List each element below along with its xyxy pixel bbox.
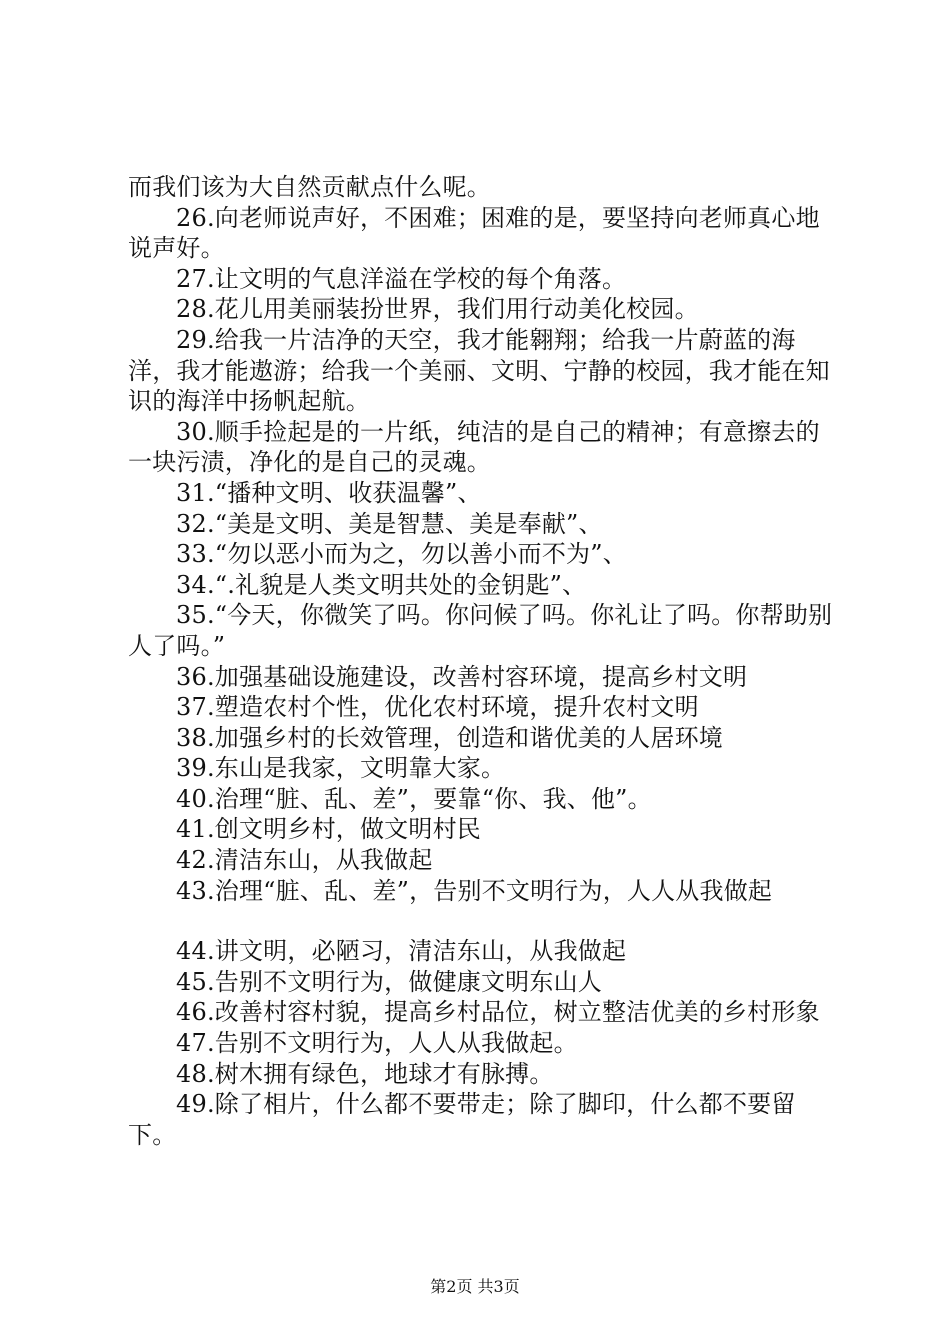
document-body xyxy=(128,172,834,1150)
list-item: 38.加强乡村的长效管理，创造和谐优美的人居环境 xyxy=(176,723,723,752)
list-item: 27.让文明的气息洋溢在学校的每个角落。 xyxy=(176,264,627,293)
list-item: 28.花儿用美丽装扮世界，我们用行动美化校园。 xyxy=(176,295,699,324)
list-item: 42.清洁东山，从我做起 xyxy=(176,846,433,875)
list-item: 47.告别不文明行为，人人从我做起。 xyxy=(176,1029,578,1058)
list-item: 34.“.礼貌是人类文明共处的金钥匙”、 xyxy=(176,570,587,599)
list-item: 35.“今天，你微笑了吗。你问候了吗。你礼让了吗。你帮助别人了吗。” xyxy=(128,601,833,660)
list-item: 48.树木拥有绿色，地球才有脉搏。 xyxy=(176,1059,554,1088)
list-item: 32.“美是文明、美是智慧、美是奉献”、 xyxy=(176,509,603,538)
paragraph: 而我们该为大自然贡献点什么呢。 xyxy=(128,173,491,201)
list-item: 39.东山是我家，文明靠大家。 xyxy=(176,754,506,783)
list-item: 31.“播种文明、收获温馨”、 xyxy=(176,478,482,507)
list-item: 46.改善村容村貌，提高乡村品位，树立整洁优美的乡村形象 xyxy=(176,998,820,1027)
list-item: 40.治理“脏、乱、差”，要靠“你、我、他”。 xyxy=(176,784,652,813)
list-item: 41.创文明乡村，做文明村民 xyxy=(176,815,481,844)
list-item: 26.向老师说声好，不困难；困难的是，要坚持向老师真心地说声好。 xyxy=(128,203,820,263)
list-item: 45.告别不文明行为，做健康文明东山人 xyxy=(176,967,602,996)
list-item: 33.“勿以恶小而为之，勿以善小而不为”、 xyxy=(176,540,627,569)
list-item: 37.塑造农村个性，优化农村环境，提升农村文明 xyxy=(176,693,699,722)
list-item: 36.加强基础设施建设，改善村容环境，提高乡村文明 xyxy=(176,662,748,691)
list-item: 49.除了相片，什么都不要带走；除了脚印，什么都不要留下。 xyxy=(128,1090,796,1149)
list-item: 30.顺手捡起是的一片纸，纯洁的是自己的精神；有意擦去的一块污渍，净化的是自己的灵魂。 xyxy=(128,417,820,477)
list-item: 44.讲文明，必陋习，清洁东山，从我做起 xyxy=(176,937,627,966)
list-item: 29.给我一片洁净的天空，我才能翱翔；给我一片蔚蓝的海洋，我才能遨游；给我一个美丽、文明、宁静的校园，我才能在知识的海洋中扬帆起航。 xyxy=(128,325,830,416)
page-footer: 第2页 共3页 xyxy=(430,1277,520,1296)
list-item: 43.治理“脏、乱、差”，告别不文明行为，人人从我做起 xyxy=(176,876,773,905)
